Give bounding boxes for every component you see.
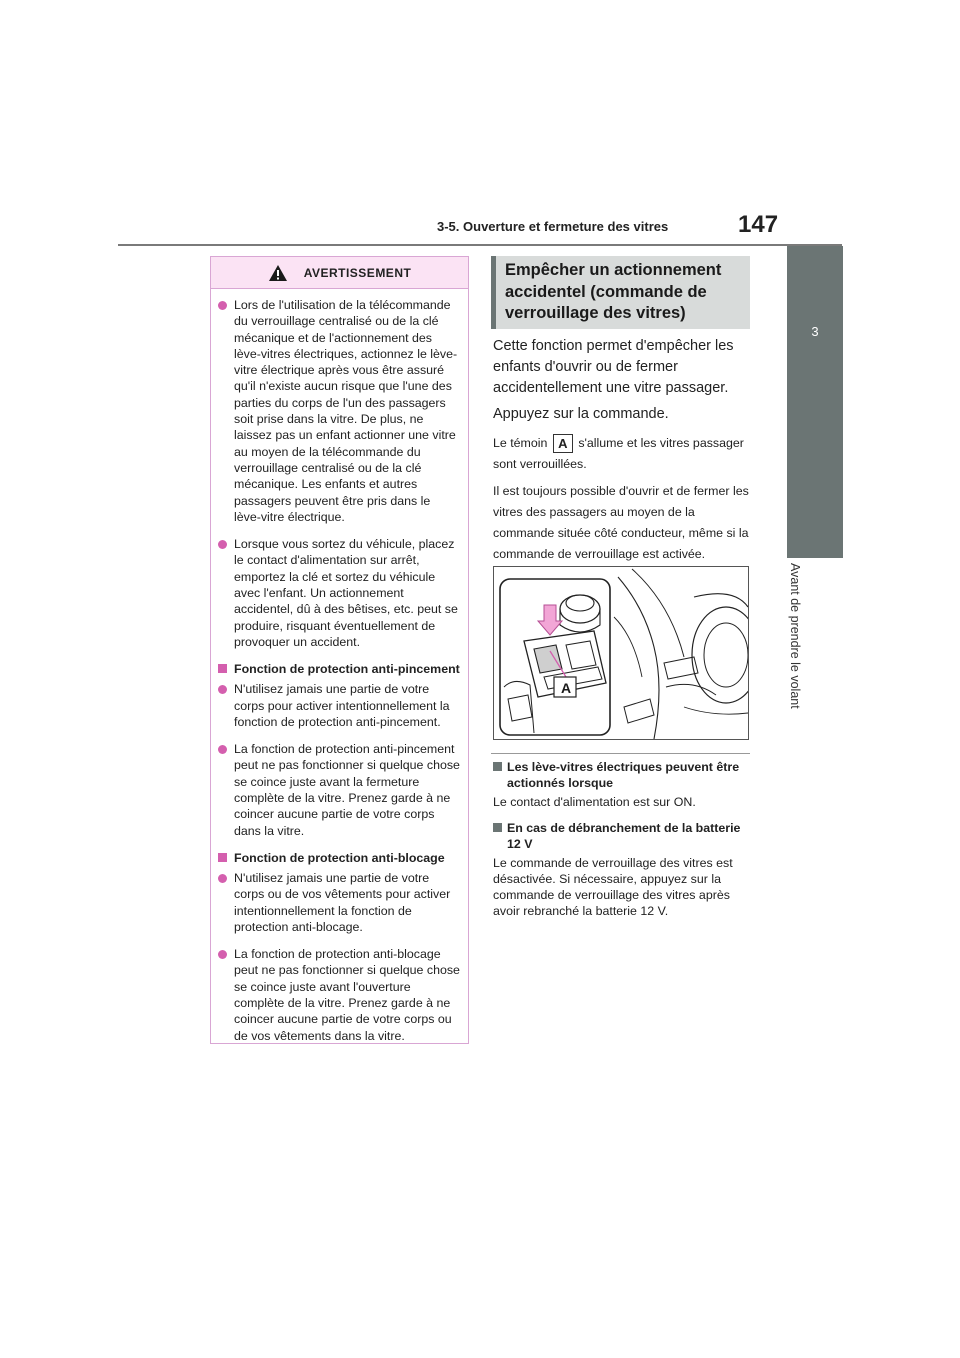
lock-note: Il est toujours possible d'ouvrir et de fermer les vitres des passagers au moyen de la commande située côté conducteur, même si la commande de verrouillage est activée. [493,484,749,561]
bullet-dot-icon [218,540,227,549]
indicator-badge: A [553,434,573,453]
door-panel-illustration [494,567,748,739]
bullet-square-icon [493,762,502,771]
page-number: 147 [738,211,779,238]
note-title: Les lève-vitres électriques peuvent être actionnés lorsque [493,759,751,791]
warning-item: Lorsque vous sortez du véhicule, placez le contact d'alimentation sur arrêt, emportez la clé et sortez du véhicule avec l'enfant. Un actionnement accidentel, dû à des bêtises, etc. peut se produire, risquant éventuellement de provoquer un accident. [217,536,460,650]
warning-title: AVERTISSEMENT [303,265,412,280]
note-text: Le commande de verrouillage des vitres est désactivée. Si nécessaire, appuyez sur la commande de verrouillage des vitres après avoir rebranché la batterie 12 V. [493,856,733,918]
section-heading: Empêcher un actionnement accidentel (commande de verrouillage des vitres) [505,261,722,322]
warning-item: Lors de l'utilisation de la télécommande du verrouillage centralisé ou de la clé mécanique et de l'actionnement des lève-vitres électriques, actionnez le lève-vitre électrique après vous être assuré qu'il n'existe aucun risque que l'une des parties du corps de l'un des passagers soit prise dans la vitre. De plus, ne laissez pas un enfant actionner une vitre au moyen de la télécommande du verrouillage centralisé ou de la clé mécanique. Les enfants et autres passagers peuvent être pris dans le lève-vitre électrique. [217,297,460,525]
lock-indicator-text: Le témoin A s'allume et les vitres passager sont verrouillées. [493,436,744,471]
bullet-dot-icon [218,301,227,310]
chapter-title: Avant de prendre le volant [788,563,802,709]
bullet-square-icon [218,664,227,673]
notes [493,759,751,919]
note-title: En cas de débranchement de la batterie 12 V [493,820,751,852]
warning-body [211,289,468,1044]
note-text: Le contact d'alimentation est sur ON. [493,795,696,809]
warning-item: La fonction de protection anti-pincement peut ne pas fonctionner si quelque chose se coince juste avant la fermeture complète de la vitre. Prenez garde à ne coincer aucune partie de votre corps dans la vitre. [217,741,460,839]
lock-section-body [493,336,751,565]
window-lock-figure [493,566,749,740]
bullet-dot-icon [218,950,227,959]
lock-intro: Cette fonction permet d'empêcher les enfants d'ouvrir ou de fermer accidentellement une vitre passager. [493,338,734,396]
warning-header [211,257,468,289]
lock-instruction: Appuyez sur la commande. [493,406,669,422]
warning-subsection-title: Fonction de protection anti-blocage [217,850,460,866]
bullet-dot-icon [218,874,227,883]
bullet-square-icon [493,823,502,832]
figure-callout-label: A [560,680,572,696]
figure-rule [491,753,750,754]
chapter-tab [787,246,843,558]
section-heading-box [491,256,750,329]
warning-triangle-icon [268,264,288,282]
bullet-dot-icon [218,685,227,694]
warning-subsection-title: Fonction de protection anti-pincement [217,661,460,677]
warning-item: N'utilisez jamais une partie de votre corps pour activer intentionnellement la fonction de protection anti-pincement. [217,681,460,730]
chapter-number: 3 [811,324,819,339]
warning-box [210,256,469,1044]
warning-item: N'utilisez jamais une partie de votre corps ou de vos vêtements pour activer intentionnellement la fonction de protection anti-blocage. [217,870,460,935]
bullet-dot-icon [218,745,227,754]
section-title: 3-5. Ouverture et fermeture des vitres [437,219,669,234]
bullet-square-icon [218,853,227,862]
header-rule [118,244,842,246]
warning-item: La fonction de protection anti-blocage peut ne pas fonctionner si quelque chose se coince juste avant l'ouverture complète de la vitre. Prenez garde à ne coincer aucune partie de votre corps ou de vos vêtements dans la vitre. [217,946,460,1044]
